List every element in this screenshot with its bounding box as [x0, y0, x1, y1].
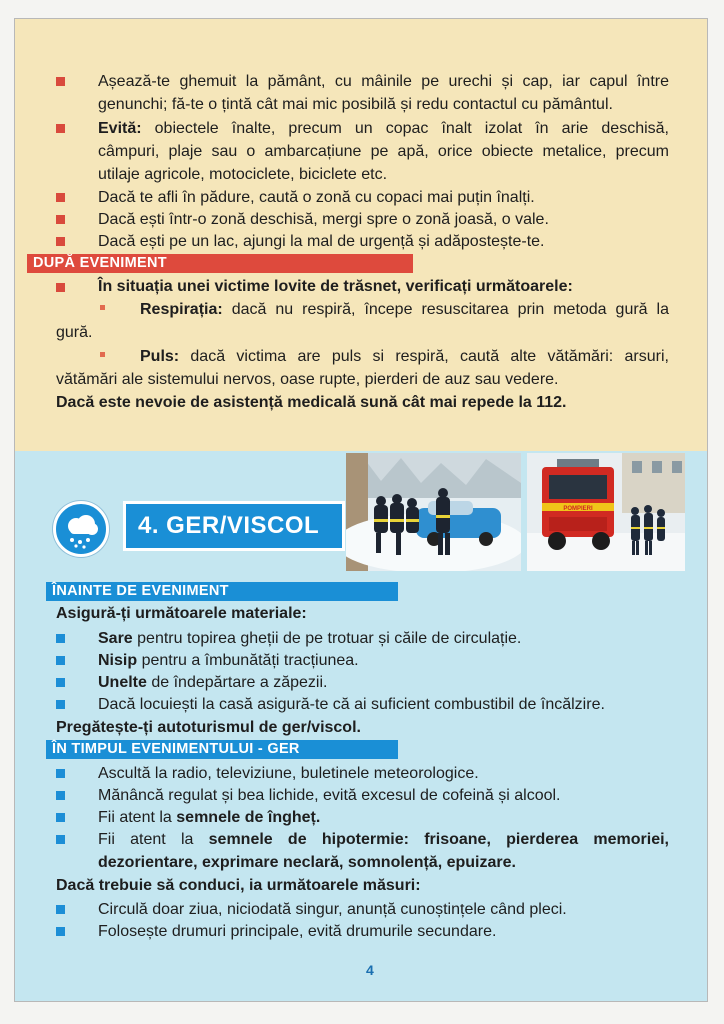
before-event-intro: Asigură-ți următoarele materiale:: [56, 605, 307, 622]
lightning-tip-4: Dacă ești într-o zonă deschisă, mergi spre o zonă joasă, o vale.: [98, 211, 549, 228]
page: [14, 18, 708, 1002]
bullet-marker: [56, 700, 65, 709]
truck-label: POMPIERI: [563, 506, 593, 512]
breathing-check-line-1: Respirația: dacă nu respiră, începe resuscitarea prin metoda gură la: [140, 301, 669, 318]
lightning-tip-5: Dacă ești pe un lac, ajungi la mal de urgență și adăpostește-te.: [98, 233, 545, 250]
bullet-marker: [56, 905, 65, 914]
bullet-marker: [56, 193, 65, 202]
photo-pushing-car-in-snow: [346, 453, 521, 571]
car-preparation-note: Pregătește-ți autoturismul de ger/viscol.: [56, 719, 361, 736]
during-tip-eat: Mănâncă regulat și bea lichide, evită excesul de cofeină și alcool.: [98, 787, 561, 804]
material-tools: Unelte de îndepărtare a zăpezii.: [98, 674, 328, 691]
bullet-marker: [56, 678, 65, 687]
driving-intro: Dacă trebuie să conduci, ia următoarele măsuri:: [56, 877, 421, 894]
before-event-header: ÎNAINTE DE EVENIMENT: [46, 582, 398, 601]
photo-fire-truck-in-snow: [527, 453, 685, 571]
bullet-marker: [56, 927, 65, 936]
bullet-marker: [56, 124, 65, 133]
bullet-marker: [56, 283, 65, 292]
lightning-tip-2-line-1: Evită: obiectele înalte, precum un copac înalt izolat în arie deschisă,: [98, 120, 669, 137]
bullet-marker: [56, 813, 65, 822]
sub-bullet-marker: [100, 305, 105, 310]
after-event-intro: În situația unei victime lovite de trăsnet, verificați următoarele:: [98, 278, 573, 295]
bullet-marker: [56, 634, 65, 643]
during-tip-hypothermia-line-1: Fii atent la semnele de hipotermie: frisoane, pierderea memoriei,: [98, 831, 669, 848]
emergency-call-note: Dacă este nevoie de asistență medicală sună cât mai repede la 112.: [56, 394, 567, 411]
lightning-tip-2-line-3: utilaje agricole, motociclete, biciclete etc.: [98, 166, 388, 183]
after-event-header: DUPĂ EVENIMENT: [27, 254, 413, 273]
lightning-tip-2-line-2: câmpuri, plaje sau o ambarcațiune pe apă, orice obiecte metalice, precum: [98, 143, 669, 160]
sub-bullet-marker: [100, 352, 105, 357]
during-tip-frostbite: Fii atent la semnele de îngheț.: [98, 809, 321, 826]
during-tip-hypothermia-line-2: dezorientare, exprimare neclară, somnolență, epuizare.: [98, 854, 516, 871]
lightning-tip-1-line-2: genunchi; fă-te o țintă cât mai mic posibilă și redu contactul cu pământul.: [98, 96, 613, 113]
snow-cloud-icon: [53, 501, 109, 557]
material-salt: Sare pentru topirea gheții de pe trotuar și căile de circulație.: [98, 630, 522, 647]
bullet-marker: [56, 77, 65, 86]
bullet-marker: [56, 791, 65, 800]
page-number: 4: [366, 962, 374, 978]
bullet-marker: [56, 835, 65, 844]
bullet-marker: [56, 769, 65, 778]
during-tip-radio: Ascultă la radio, televiziune, buletinele meteorologice.: [98, 765, 479, 782]
during-event-header: ÎN TIMPUL EVENIMENTULUI - GER: [46, 740, 398, 759]
driving-tip-2: Folosește drumuri principale, evită drumurile secundare.: [98, 923, 497, 940]
lightning-tip-3: Dacă te afli în pădure, caută o zonă cu copaci mai puțin înalți.: [98, 189, 535, 206]
bullet-marker: [56, 656, 65, 665]
section-title: 4. GER/VISCOL: [126, 504, 342, 548]
driving-tip-1: Circulă doar ziua, niciodată singur, anunță cunoștințele când pleci.: [98, 901, 567, 918]
bullet-marker: [56, 215, 65, 224]
lightning-tip-1-line-1: Așează-te ghemuit la pământ, cu mâinile pe urechi și cap, iar capul între: [98, 73, 669, 90]
pulse-check-line-1: Puls: dacă victima are puls si respiră, caută alte vătămări: arsuri,: [140, 348, 669, 365]
pulse-check-line-2: vătămări ale sistemului nervos, oase rupte, pierderi de auz sau vedere.: [56, 371, 559, 388]
bullet-marker: [56, 237, 65, 246]
material-sand: Nisip pentru a îmbunătăți tracțiunea.: [98, 652, 359, 669]
material-fuel: Dacă locuiești la casă asigură-te că ai suficient combustibil de încălzire.: [98, 696, 605, 713]
breathing-check-line-2: gură.: [56, 324, 93, 341]
